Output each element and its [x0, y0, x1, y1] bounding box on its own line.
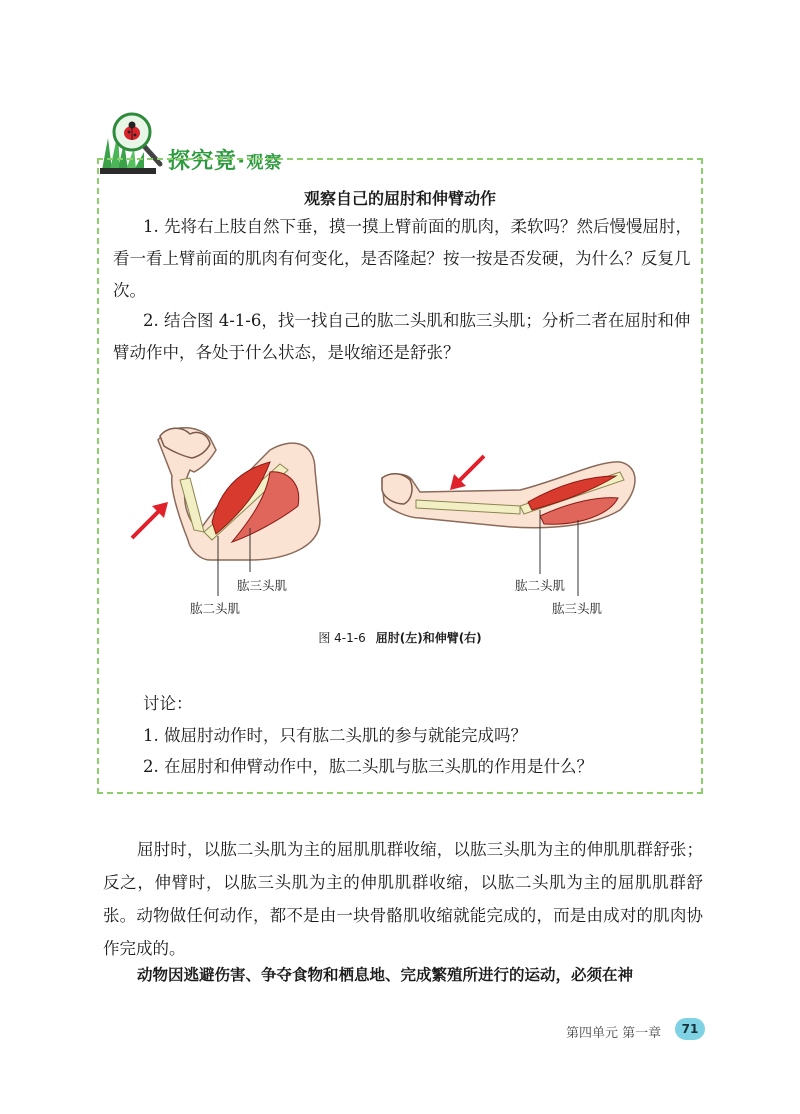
- footer-section: 第四单元 第一章: [566, 1026, 662, 1041]
- arm-muscle-illustration: [120, 410, 680, 630]
- activity-title: 观察自己的屈肘和伸臂动作: [303, 189, 496, 208]
- discussion-question-2: 2. 在屈肘和伸臂动作中，肱二头肌与肱三头肌的作用是什么？: [143, 757, 593, 776]
- label-right-biceps: 肱二头肌: [515, 578, 566, 593]
- badge-subtitle: 观察: [246, 153, 283, 173]
- activity-step-2: 2. 结合图 4-1-6，找一找自己的肱二头肌和肱三头肌；分析二者在屈肘和伸臂动作中，各处于什么状态，是收缩还是舒张？: [113, 311, 691, 362]
- label-right-triceps: 肱三头肌: [552, 601, 603, 616]
- body-bold-line: 动物因逃避伤害、争夺食物和栖息地、完成繁殖所进行的运动，必须在神: [137, 966, 634, 984]
- discussion-question-1: 1. 做屈肘动作时，只有肱二头肌的参与就能完成吗？: [143, 726, 527, 745]
- label-left-biceps: 肱二头肌: [190, 601, 241, 616]
- activity-step-1: 1. 先将右上肢自然下垂，摸一摸上臂前面的肌肉，柔软吗？然后慢慢屈肘，看一看上臂前面的肌肉有何变化，是否隆起？按一按是否发硬，为什么？反复几次。: [113, 217, 692, 300]
- figure-number: 图 4-1-6: [318, 631, 366, 645]
- badge-dot: ·: [237, 149, 247, 174]
- extended-arm-drawing: [382, 456, 635, 596]
- flexed-arm-drawing: [132, 428, 320, 596]
- figure-caption-text: 屈肘(左)和伸臂(右): [375, 631, 482, 645]
- body-paragraph: 屈肘时，以肱二头肌为主的屈肌肌群收缩，以肱三头肌为主的伸肌肌群舒张；反之，伸臂时，以肱三头肌为主的伸肌肌群收缩，以肱二头肌为主的屈肌肌群舒张。动物做任何动作，都不是由一块骨骼肌收缩就能完成的，而是由成对的肌肉协作完成的。: [103, 840, 703, 958]
- figure-caption: [0, 629, 800, 646]
- page-number: 71: [675, 1018, 705, 1040]
- label-left-triceps: 肱三头肌: [237, 578, 288, 593]
- discussion-heading: 讨论：: [143, 694, 193, 713]
- badge-main: 探究竟: [168, 149, 238, 174]
